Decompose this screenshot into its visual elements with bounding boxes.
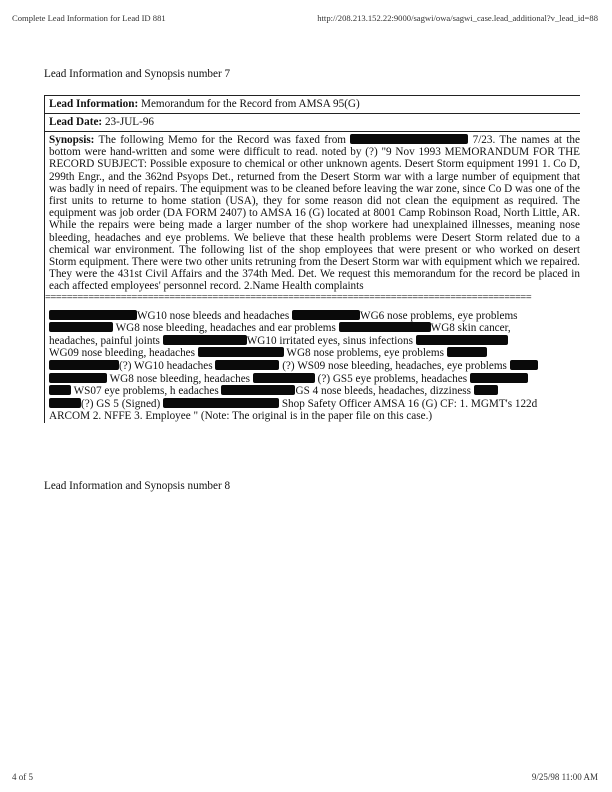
synopsis-line: to AMSA 16 (G) located at 8001 Camp Robinson Road, North Little, AR. While the repairs were being <box>49 207 581 232</box>
synopsis-line: the record be placed in each affected employees' personnel record. 2.Name Health complaints <box>49 268 581 293</box>
synopsis-line: Storm equipment. There were two other units retruning from the Desert Storm war with equipment which <box>49 256 522 269</box>
redaction-bar <box>447 347 487 357</box>
complaint-text: (?) GS 5 (Signed) <box>81 397 161 410</box>
synopsis-line: with a large number of equipment that was badly in need of repairs. The equipment was to be cleaned <box>49 170 580 195</box>
lead-record-box <box>44 95 580 423</box>
redaction-bar <box>470 373 528 383</box>
synopsis-text <box>44 132 580 295</box>
synopsis-line: for some reason did not clean the equipment as required. The equipment was job order (DA FORM 2407) <box>49 195 581 220</box>
complaint-text: WG10 nose bleeds and headaches <box>137 309 290 322</box>
lead-information-value: Memorandum for the Record from AMSA 95(G) <box>141 98 360 110</box>
complaint-text: (?) WG10 headaches <box>119 360 213 373</box>
synopsis-line: war environment. The following list of the shop employees that were present or who worked on desert <box>93 243 581 256</box>
list-item <box>49 335 580 348</box>
redaction-bar <box>339 322 431 332</box>
lead-date-label: Lead Date: <box>49 116 103 128</box>
lead-date-row <box>44 114 580 132</box>
print-header-url: http://208.213.152.22:9000/sagwi/owa/sagwi_case.lead_additional?v_lead_id=88 <box>317 13 598 23</box>
section-8-title: Lead Information and Synopsis number 8 <box>44 480 231 492</box>
complaint-text: WG8 nose bleeding, headaches and ear problems <box>115 322 336 335</box>
redaction-bar <box>49 310 137 320</box>
redaction-bar <box>474 385 498 395</box>
redaction-bar <box>221 385 295 395</box>
lead-information-row <box>44 95 580 114</box>
complaint-text: WG09 nose bleeding, headaches <box>49 347 196 360</box>
page-number: 4 of 5 <box>12 772 33 782</box>
synopsis-line: made a larger number of the shop workere had unexplained illnesses, meaning nose bleeding, headaches <box>49 219 580 244</box>
synopsis-line: and eye problems. We believe that these health problems were Desert Storm related due to a chemical <box>49 231 580 256</box>
redaction-bar <box>253 373 315 383</box>
complaint-text: headaches, painful joints <box>49 334 160 347</box>
synopsis-l1a: The following Memo for the Record was faxed from <box>98 134 347 146</box>
separator-line: ========================================================================================== <box>44 295 580 309</box>
complaint-text: WG10 irritated eyes, sinus infections <box>246 334 413 347</box>
list-item <box>49 347 580 360</box>
list-item <box>49 385 580 398</box>
complaint-text: WG8 skin cancer, <box>430 322 511 335</box>
complaint-text: (?) WS09 nose bleeding, headaches, eye problems <box>282 360 507 373</box>
synopsis-line: equipment 1991 1. Co D, 299th Engr., and the 362nd Psyops Det., returned from the Desert Storm war <box>49 158 580 183</box>
list-item <box>49 373 580 386</box>
redaction-bar <box>49 360 119 370</box>
list-item <box>49 398 580 411</box>
complaint-text: WG8 nose problems, eye problems <box>286 347 444 360</box>
redaction-bar <box>198 347 284 357</box>
complaint-text: WS07 eye problems, h eadaches <box>73 385 219 398</box>
complaint-text: WG6 nose problems, eye problems <box>360 309 518 322</box>
redaction-bar <box>49 322 113 332</box>
health-complaints-list <box>44 309 580 423</box>
lead-date-value: 23-JUL-96 <box>104 116 155 128</box>
complaint-text: ARCOM 2. NFFE 3. Employee " (Note: The original is in the paper file on this case.) <box>49 410 433 423</box>
synopsis-line: before leaving the war zone, since Co D was one of the first units to returne to home station (USA), they <box>49 182 580 208</box>
print-header-title: Complete Lead Information for Lead ID 881 <box>12 13 166 23</box>
print-datetime: 9/25/98 11:00 AM <box>531 772 598 782</box>
list-item <box>49 360 580 373</box>
list-item <box>49 322 580 335</box>
redaction-bar <box>49 385 71 395</box>
redaction-bar <box>49 373 107 383</box>
complaint-text: WG8 nose bleeding, headaches <box>109 372 251 385</box>
redaction-bar <box>350 134 468 144</box>
list-item <box>49 410 580 423</box>
synopsis-l1b: 7/23. The names at the <box>472 134 580 146</box>
redaction-bar <box>49 398 81 408</box>
complaint-text: Shop Safety Officer AMSA 16 (G) CF: 1. MGMT's 122d <box>281 397 538 410</box>
list-item <box>49 310 580 323</box>
complaint-text: (?) GS5 eye problems, headaches <box>317 372 468 385</box>
synopsis-line: FOR THE RECORD SUBJECT: Possible exposure to chemical or other unknown agents. Desert Storm <box>49 146 581 171</box>
redaction-bar <box>215 360 279 370</box>
redaction-bar <box>292 310 360 320</box>
redaction-bar <box>416 335 508 345</box>
redaction-bar <box>510 360 538 370</box>
synopsis-line: bottom were hand-written and some were difficult to read. noted by (?) "9 Nov 1993 MEMORANDUM <box>49 146 530 159</box>
lead-information-label: Lead Information: <box>49 98 139 110</box>
redaction-bar <box>163 398 279 408</box>
synopsis-line: we repaired. They were the 431st Civil Affairs and the 374th Med. Det. We request this memorandum for <box>49 256 580 281</box>
redaction-bar <box>163 335 247 345</box>
synopsis-label: Synopsis: <box>49 134 95 146</box>
complaint-text: GS 4 nose bleeds, headaches, dizziness <box>295 385 472 398</box>
section-7-title: Lead Information and Synopsis number 7 <box>44 68 231 80</box>
